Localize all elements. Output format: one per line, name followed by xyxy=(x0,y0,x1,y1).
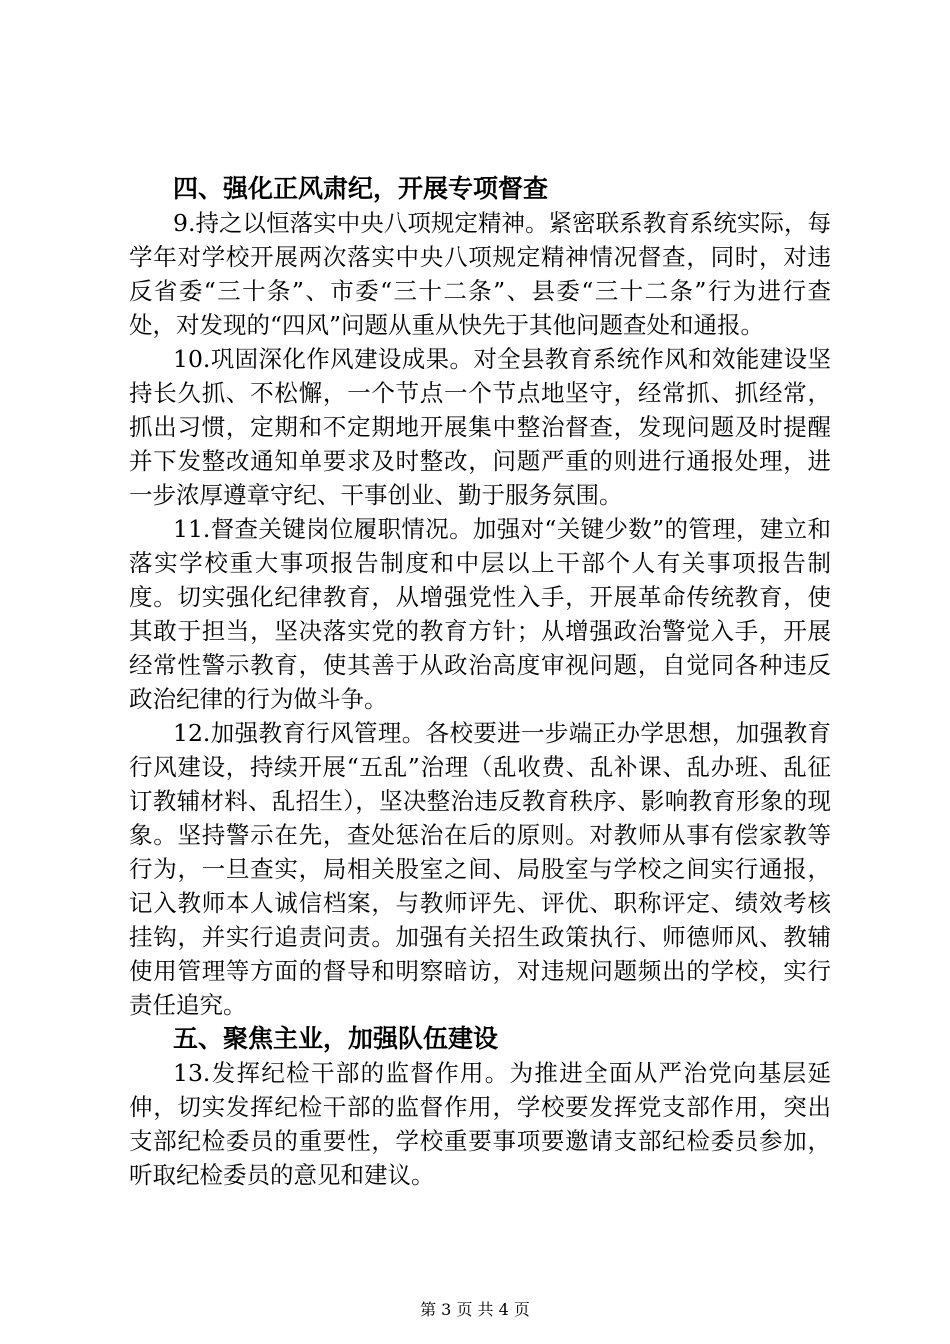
document-body xyxy=(129,172,831,1192)
paragraph-9: 9.持之以恒落实中央八项规定精神。紧密联系教育系统实际，每学年对学校开展两次落实中央八项规定精神情况督查，同时，对违反省委“三十条”、市委“三十二条”、县委“三十二条”行为进行查处，对发现的“四风”问题从重从快先于其他问题查处和通报。 xyxy=(129,209,831,339)
paragraph-13: 13.发挥纪检干部的监督作用。为推进全面从严治党向基层延伸，切实发挥纪检干部的监督作用，学校要发挥党支部作用，突出支部纪检委员的重要性，学校重要事项要邀请支部纪检委员参加，听取纪检委员的意见和建议。 xyxy=(129,1059,831,1189)
paragraph-12: 12.加强教育行风管理。各校要进一步端正办学思想，加强教育行风建设，持续开展“五乱”治理（乱收费、乱补课、乱办班、乱征订教辅材料、乱招生），坚决整治违反教育秩序、影响教育形象的现象。坚持警示在先，查处惩治在后的原则。对教师从事有偿家教等行为，一旦查实，局相关股室之间、局股室与学校之间实行通报，记入教师本人诚信档案，与教师评先、评优、职称评定、绩效考核挂钩，并实行追责问责。加强有关招生政策执行、师德师风、教辅使用管理等方面的督导和明察暗访，对违规问题频出的学校，实行责任追究。 xyxy=(129,719,831,1019)
paragraph-10: 10.巩固深化作风建设成果。对全县教育系统作风和效能建设坚持长久抓、不松懈，一个节点一个节点地坚守，经常抓、抓经常，抓出习惯，定期和不定期地开展集中整治督查，发现问题及时提醒并下发整改通知单要求及时整改，问题严重的则进行通报处理，进一步浓厚遵章守纪、干事创业、勤于服务氛围。 xyxy=(129,345,831,509)
paragraph-11: 11.督查关键岗位履职情况。加强对“关键少数”的管理，建立和落实学校重大事项报告制度和中层以上干部个人有关事项报告制度。切实强化纪律教育，从增强党性入手，开展革命传统教育，使其敢于担当，坚决落实党的教育方针；从增强政治警觉入手，开展经常性警示教育，使其善于从政治高度审视问题，自觉同各种违反政治纪律的行为做斗争。 xyxy=(129,515,831,713)
page-number-footer: 第 3 页 共 4 页 xyxy=(420,1300,530,1319)
section-heading-4: 四、强化正风肃纪，开展专项督查 xyxy=(173,174,549,203)
section-heading-5: 五、聚焦主业，加强队伍建设 xyxy=(173,1024,499,1053)
